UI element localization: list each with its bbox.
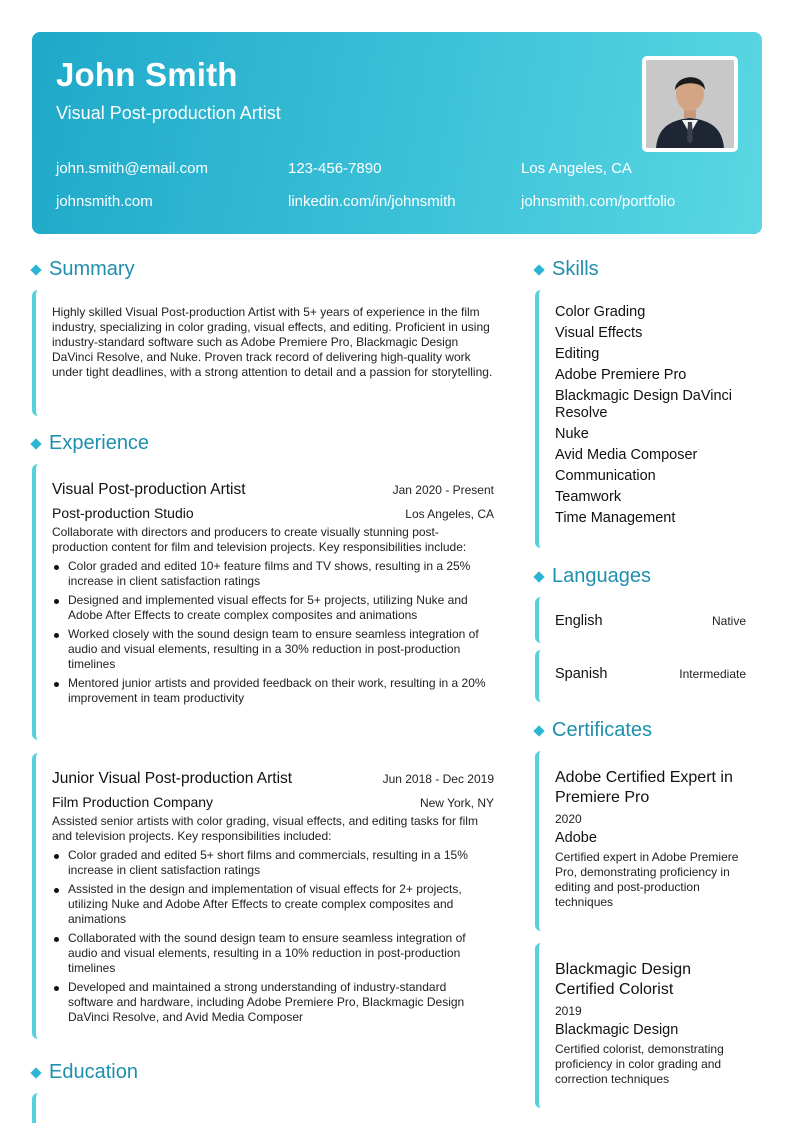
skills-heading: [533, 258, 599, 281]
job-description: Collaborate with directors and producers to create visually stunning post-production content for film and television projects. Key responsibilities include:: [52, 525, 467, 554]
profile-photo: [642, 56, 738, 152]
education-heading: [30, 1061, 138, 1084]
language-level: Native: [711, 614, 746, 628]
certificate-entry-1: [555, 768, 750, 910]
diamond-icon: [30, 264, 41, 275]
experience-entry-2: [52, 770, 494, 1029]
bullet-item: Worked closely with the sound design team to ensure seamless integration of audio and visual elements, resulting in a 30% reduction in post-production timelines: [52, 627, 494, 672]
language-level: Intermediate: [679, 667, 746, 681]
education-heading-label: Education: [49, 1061, 138, 1083]
certificate-title: Adobe Certified Expert in Premiere Pro: [555, 769, 733, 806]
candidate-name: John Smith: [56, 56, 238, 93]
bullet-item: Color graded and edited 5+ short films and commercials, resulting in a 15% increase in client satisfaction ratings: [52, 848, 494, 878]
resume-header: [32, 32, 762, 234]
job-bullets: [52, 559, 494, 706]
language-entry-1: [555, 613, 746, 629]
diamond-icon: [30, 1067, 41, 1078]
diamond-icon: [533, 264, 544, 275]
certificate-year: 2019: [555, 1004, 582, 1018]
language-name: Spanish: [555, 666, 608, 682]
diamond-icon: [30, 438, 41, 449]
skills-list: [555, 304, 755, 531]
contact-phone[interactable]: 123-456-7890: [288, 160, 382, 177]
certificates-heading: [533, 719, 652, 742]
bullet-item: Collaborated with the sound design team to ensure seamless integration of audio and visual elements, resulting in a 10% reduction in post-production timelines: [52, 931, 494, 976]
summary-text: Highly skilled Visual Post-production Artist with 5+ years of experience in the film industry, specializing in color grading, visual effects, and editing. Proficient in using industry-standard software such as Adobe Premiere Pro, Blackmagic Design DaVinci Resolve, and Nuke. Proven track record of delivering high-quality work under tight deadlines, with a strong attention to detail and a passion for storytelling.: [52, 305, 493, 379]
certificate-description: Certified expert in Adobe Premiere Pro, demonstrating proficiency in editing and post-production techniques: [555, 850, 739, 909]
certificate-issuer: Blackmagic Design: [555, 1022, 679, 1038]
contact-website[interactable]: johnsmith.com: [56, 193, 153, 210]
contact-email[interactable]: john.smith@email.com: [56, 160, 208, 177]
job-description: Assisted senior artists with color grading, visual effects, and editing tasks for film and television projects. Key responsibilities included:: [52, 814, 478, 843]
certificate-year: 2020: [555, 812, 582, 826]
skill-item: Nuke: [555, 426, 589, 442]
skill-item: Time Management: [555, 510, 676, 526]
job-location: New York, NY: [419, 796, 494, 810]
diamond-icon: [533, 725, 544, 736]
job-dates: Jun 2018 - Dec 2019: [382, 772, 494, 786]
job-title: Visual Post-production Artist: [52, 481, 246, 498]
contact-linkedin[interactable]: linkedin.com/in/johnsmith: [288, 193, 456, 210]
skill-item: Teamwork: [555, 489, 622, 505]
certificates-heading-label: Certificates: [552, 719, 653, 741]
experience-heading: [30, 432, 149, 455]
contact-location: Los Angeles, CA: [521, 160, 632, 177]
job-company: Film Production Company: [52, 794, 214, 810]
language-name: English: [555, 613, 603, 629]
contact-portfolio[interactable]: johnsmith.com/portfolio: [521, 193, 676, 210]
language-entry-2: [555, 666, 746, 682]
bullet-item: Developed and maintained a strong understanding of industry-standard software and hardware, including Adobe Premiere Pro, Blackmagic Design DaVinci Resolve, and Avid Media Composer: [52, 980, 494, 1025]
skill-item: Visual Effects: [555, 325, 643, 341]
job-title: Junior Visual Post-production Artist: [52, 770, 293, 787]
portrait-image: [646, 60, 734, 148]
skills-heading-label: Skills: [552, 258, 599, 280]
job-location: Los Angeles, CA: [405, 507, 494, 521]
languages-heading-label: Languages: [552, 565, 651, 587]
skill-item: Editing: [555, 346, 600, 362]
skill-item: Adobe Premiere Pro: [555, 367, 687, 383]
summary-heading-label: Summary: [49, 258, 135, 280]
skill-item: Communication: [555, 468, 656, 484]
summary-heading: [30, 258, 135, 281]
experience-entry-1: [52, 481, 494, 710]
diamond-icon: [533, 571, 544, 582]
certificate-description: Certified colorist, demonstrating proficiency in color grading and correction techniques: [555, 1042, 724, 1086]
skill-item: Color Grading: [555, 304, 646, 320]
job-company: Post-production Studio: [52, 505, 194, 521]
bullet-item: Designed and implemented visual effects for 5+ projects, utilizing Nuke and Adobe After Effects to create complex composites and animations: [52, 593, 494, 623]
candidate-title: Visual Post-production Artist: [56, 103, 281, 123]
certificate-issuer: Adobe: [555, 830, 597, 846]
bullet-item: Color graded and edited 10+ feature films and TV shows, resulting in a 25% increase in client satisfaction ratings: [52, 559, 494, 589]
skill-item: Avid Media Composer: [555, 447, 698, 463]
skill-item: Blackmagic Design DaVinci Resolve: [555, 388, 733, 421]
certificate-title: Blackmagic Design Certified Colorist: [555, 961, 692, 998]
certificate-entry-2: [555, 960, 750, 1087]
job-dates: Jan 2020 - Present: [392, 483, 494, 497]
job-bullets: [52, 848, 494, 1025]
experience-heading-label: Experience: [49, 432, 150, 454]
bullet-item: Assisted in the design and implementation of visual effects for 2+ projects, utilizing Nuke and Adobe After Effects to create complex composites and animations: [52, 882, 494, 927]
languages-heading: [533, 565, 651, 588]
bullet-item: Mentored junior artists and provided feedback on their work, resulting in a 20% improvement in team productivity: [52, 676, 494, 706]
education-card: [32, 1093, 498, 1123]
